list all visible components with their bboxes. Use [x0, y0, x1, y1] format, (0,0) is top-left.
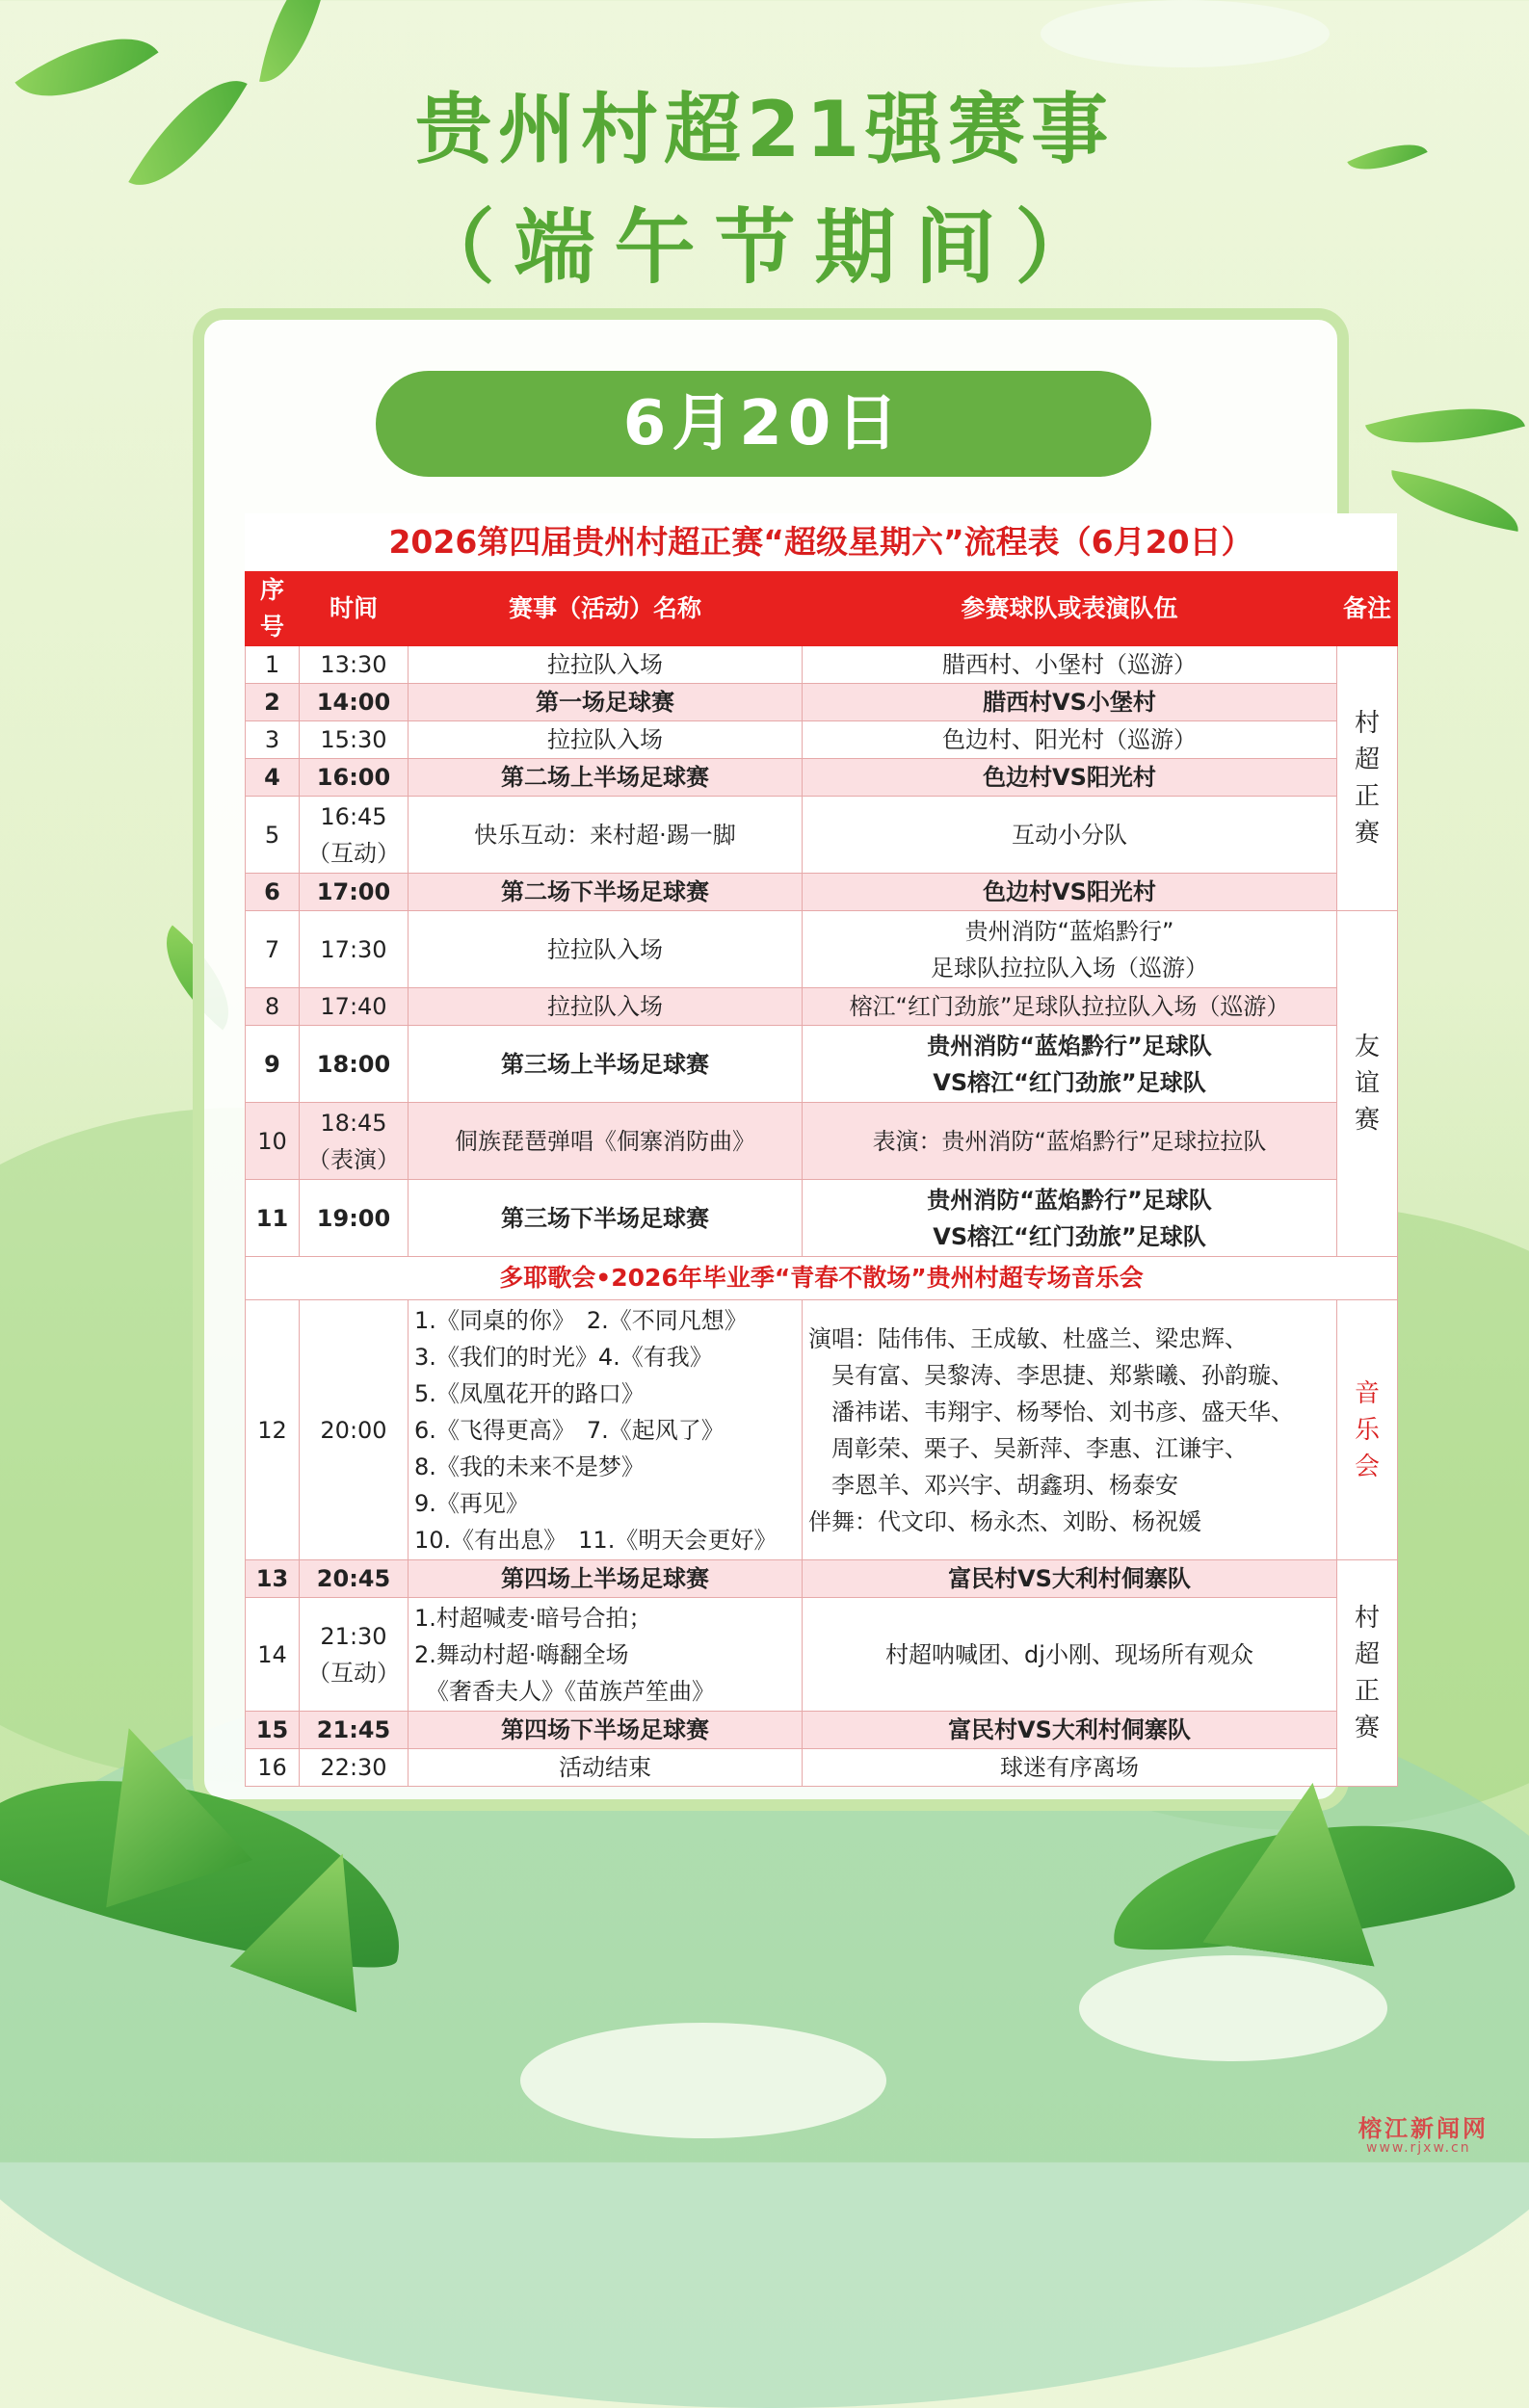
table-row: [246, 1712, 1398, 1749]
cell-line: 富民村VS大利村侗寨队: [948, 1716, 1191, 1743]
cell-line: 色边村VS阳光村: [983, 878, 1156, 905]
cell-line: 富民村VS大利村侗寨队: [948, 1565, 1191, 1592]
cell-line: 互动小分队: [1012, 821, 1127, 849]
cell-line: 8.《我的未来不是梦》: [414, 1453, 645, 1480]
note-text: 村超正赛: [1354, 1604, 1380, 1742]
cell-event: [409, 1103, 803, 1180]
cell-line: 表演：贵州消防“蓝焰黔行”足球拉拉队: [872, 1127, 1267, 1155]
cell-line: 吴有富、吴黎涛、李思捷、郑紫曦、孙韵璇、: [808, 1361, 1294, 1389]
cell-line: 球迷有序离场: [1000, 1754, 1139, 1781]
cell-line: 10.《有出息》 11.《明天会更好》: [414, 1526, 778, 1554]
cell-line: 第二场下半场足球赛: [501, 878, 709, 905]
bamboo-leaf-icon: [1365, 385, 1525, 466]
cell-line: 6.《飞得更高》 7.《起风了》: [414, 1416, 725, 1444]
cell-event: [409, 684, 803, 721]
cell-line: 21:30: [320, 1622, 387, 1650]
cell-time: [300, 1598, 409, 1712]
schedule-sheet: [245, 513, 1397, 1787]
cell-line: 5.《凤凰花开的路口》: [414, 1379, 645, 1407]
cell-line: 贵州消防“蓝焰黔行”足球队: [927, 1032, 1212, 1060]
cell-no: 16: [246, 1749, 300, 1787]
cell-line: 拉拉队入场: [547, 993, 663, 1020]
cell-no: 2: [246, 684, 300, 721]
cell-line: 拉拉队入场: [547, 651, 663, 678]
cell-team: [803, 988, 1337, 1026]
cell-team: [803, 911, 1337, 988]
cell-line: 21:45: [316, 1716, 391, 1743]
cell-no: 11: [246, 1180, 300, 1257]
table-row: [246, 1180, 1398, 1257]
cell-line: 《奢香夫人》《苗族芦笙曲》: [414, 1677, 715, 1705]
watermark-url: www.rjxw.cn: [1366, 2140, 1471, 2156]
cell-no: 10: [246, 1103, 300, 1180]
cell-line: VS榕江“红门劲旅”足球队: [933, 1068, 1206, 1096]
cell-line: 贵州消防“蓝焰黔行”足球队: [927, 1186, 1212, 1214]
table-row: [246, 874, 1398, 911]
cell-line: 19:00: [316, 1204, 391, 1232]
cell-time: [300, 797, 409, 874]
table-row: [246, 1300, 1398, 1560]
cell-event: [409, 721, 803, 759]
cell-time: [300, 1180, 409, 1257]
cell-team: [803, 874, 1337, 911]
cell-line: 15:30: [320, 726, 387, 753]
table-row: [246, 646, 1398, 684]
cell-line: 榕江“红门劲旅”足球队拉拉队入场（巡游）: [849, 993, 1290, 1020]
cell-line: 17:00: [316, 878, 391, 905]
cell-note: [1337, 646, 1398, 911]
cell-team: [803, 797, 1337, 874]
cell-event: [409, 797, 803, 874]
table-row: [246, 797, 1398, 874]
cell-line: 3.《我们的时光》4.《有我》: [414, 1343, 713, 1371]
table-row: [246, 911, 1398, 988]
bamboo-leaf-icon: [1385, 470, 1525, 532]
cell-line: 第四场下半场足球赛: [501, 1716, 709, 1743]
cell-note: [1337, 1300, 1398, 1560]
table-row: [246, 1103, 1398, 1180]
cell-line: VS榕江“红门劲旅”足球队: [933, 1222, 1206, 1250]
cell-time: [300, 1712, 409, 1749]
table-row: [246, 721, 1398, 759]
col-header-no: 序号: [246, 572, 300, 646]
cell-line: 色边村VS阳光村: [983, 764, 1156, 791]
cell-line: （表演）: [307, 1145, 400, 1173]
watermark-logo: 榕江新闻网: [1358, 2115, 1489, 2142]
cell-line: 快乐互动：来村超·踢一脚: [474, 821, 736, 849]
cell-line: （互动）: [307, 1659, 400, 1687]
cell-line: 13:30: [320, 651, 387, 678]
cell-line: 9.《再见》: [414, 1489, 529, 1517]
cell-no: 14: [246, 1598, 300, 1712]
cell-line: 第三场上半场足球赛: [501, 1050, 709, 1078]
cell-line: 22:30: [320, 1754, 387, 1781]
cell-line: 周彰荣、栗子、吴新萍、李惠、江谦宇、: [808, 1434, 1248, 1462]
table-row: [246, 1749, 1398, 1787]
cell-line: 第三场下半场足球赛: [501, 1204, 709, 1232]
cell-line: （互动）: [307, 839, 400, 867]
cell-line: 村超呐喊团、dj小刚、现场所有观众: [885, 1640, 1253, 1668]
cell-team: [803, 1103, 1337, 1180]
cell-note: [1337, 1560, 1398, 1787]
cell-event: [409, 759, 803, 797]
page-subtitle: （端午节期间）: [413, 200, 1116, 295]
col-header-time: 时间: [300, 572, 409, 646]
cell-team: [803, 721, 1337, 759]
cell-line: 李恩羊、邓兴宇、胡鑫玥、杨泰安: [808, 1471, 1178, 1499]
cell-no: 15: [246, 1712, 300, 1749]
cell-team: [803, 1180, 1337, 1257]
note-text: 友谊赛: [1354, 1033, 1380, 1135]
cell-team: [803, 759, 1337, 797]
cell-no: 7: [246, 911, 300, 988]
schedule-table: [245, 571, 1398, 1787]
cell-event: [409, 988, 803, 1026]
table-row: [246, 684, 1398, 721]
cell-event: [409, 646, 803, 684]
table-header-row: [246, 572, 1398, 646]
cell-team: [803, 1026, 1337, 1103]
cell-line: 20:00: [320, 1416, 387, 1444]
cell-line: 第四场上半场足球赛: [501, 1565, 709, 1592]
cell-event: [409, 1560, 803, 1598]
cell-line: 1.村超喊麦·暗号合拍；: [414, 1604, 652, 1632]
col-header-team: 参赛球队或表演队伍: [803, 572, 1337, 646]
cell-line: 活动结束: [559, 1754, 651, 1781]
cell-no: 3: [246, 721, 300, 759]
cell-team: [803, 646, 1337, 684]
cell-team: [803, 1712, 1337, 1749]
cell-team: [803, 1560, 1337, 1598]
cell-no: 4: [246, 759, 300, 797]
cell-no: 13: [246, 1560, 300, 1598]
cell-team: [803, 684, 1337, 721]
date-pill: 6月20日: [376, 371, 1151, 477]
table-row: [246, 1026, 1398, 1103]
note-text: 音乐会: [1354, 1378, 1380, 1481]
table-row: [246, 1560, 1398, 1598]
cell-time: [300, 1560, 409, 1598]
section-banner: 多耶歌会•2026年毕业季“青春不散场”贵州村超专场音乐会: [246, 1257, 1398, 1300]
cell-event: [409, 1180, 803, 1257]
cell-time: [300, 1026, 409, 1103]
cloud-decoration: [1079, 1955, 1387, 2061]
cell-line: 第二场上半场足球赛: [501, 764, 709, 791]
cell-no: 5: [246, 797, 300, 874]
cell-line: 18:45: [320, 1109, 387, 1137]
cell-line: 2.舞动村超·嗨翻全场: [414, 1640, 629, 1668]
cell-event: [409, 1026, 803, 1103]
cell-line: 14:00: [316, 689, 391, 716]
cell-event: [409, 874, 803, 911]
col-header-event: 赛事（活动）名称: [409, 572, 803, 646]
table-row: [246, 759, 1398, 797]
cell-line: 色边村、阳光村（巡游）: [942, 726, 1197, 753]
cell-event: [409, 1712, 803, 1749]
cell-line: 17:40: [320, 993, 387, 1020]
sheet-title: 2026第四届贵州村超正赛“超级星期六”流程表（6月20日）: [388, 523, 1253, 561]
cell-time: [300, 646, 409, 684]
cloud-decoration: [1041, 0, 1330, 67]
cell-time: [300, 721, 409, 759]
cell-line: 20:45: [316, 1565, 391, 1592]
cell-line: 侗族琵琶弹唱《侗寨消防曲》: [455, 1127, 755, 1155]
cell-no: 1: [246, 646, 300, 684]
cell-no: 12: [246, 1300, 300, 1560]
cell-line: 拉拉队入场: [547, 726, 663, 753]
cell-line: 贵州消防“蓝焰黔行”: [964, 917, 1174, 945]
cell-no: 9: [246, 1026, 300, 1103]
cell-line: 足球队拉拉队入场（巡游）: [931, 954, 1208, 982]
cell-no: 8: [246, 988, 300, 1026]
cell-line: 伴舞：代文印、杨永杰、刘盼、杨祝媛: [808, 1507, 1201, 1535]
cell-line: 1.《同桌的你》 2.《不同凡想》: [414, 1306, 748, 1334]
col-header-note: 备注: [1337, 572, 1398, 646]
note-text: 村超正赛: [1354, 709, 1380, 848]
page-title: 贵州村超21强赛事: [414, 85, 1115, 174]
cell-event: [409, 1598, 803, 1712]
cell-event: [409, 1749, 803, 1787]
cell-event: [409, 1300, 803, 1560]
cloud-decoration: [520, 2023, 886, 2138]
cell-no: 6: [246, 874, 300, 911]
cell-team: [803, 1598, 1337, 1712]
cell-note: [1337, 911, 1398, 1257]
cell-team: [803, 1300, 1337, 1560]
cell-line: 腊西村、小堡村（巡游）: [942, 651, 1197, 678]
cell-time: [300, 1749, 409, 1787]
cell-line: 16:00: [316, 764, 391, 791]
cell-line: 拉拉队入场: [547, 935, 663, 963]
cell-line: 16:45: [320, 802, 387, 830]
cell-time: [300, 988, 409, 1026]
cell-line: 18:00: [316, 1050, 391, 1078]
cell-time: [300, 759, 409, 797]
cell-team: [803, 1749, 1337, 1787]
cell-time: [300, 684, 409, 721]
table-row: [246, 1598, 1398, 1712]
cell-line: 腊西村VS小堡村: [983, 689, 1156, 716]
cell-time: [300, 1103, 409, 1180]
cell-line: 潘祎诺、韦翔宇、杨琴怡、刘书彦、盛天华、: [808, 1398, 1294, 1426]
cell-line: 演唱：陆伟伟、王成敏、杜盛兰、梁忠辉、: [808, 1324, 1248, 1352]
cell-time: [300, 911, 409, 988]
cell-time: [300, 874, 409, 911]
cell-line: 第一场足球赛: [536, 689, 674, 716]
cell-line: 17:30: [320, 935, 387, 963]
section-banner-row: [246, 1257, 1398, 1300]
table-row: [246, 988, 1398, 1026]
cell-time: [300, 1300, 409, 1560]
cell-event: [409, 911, 803, 988]
